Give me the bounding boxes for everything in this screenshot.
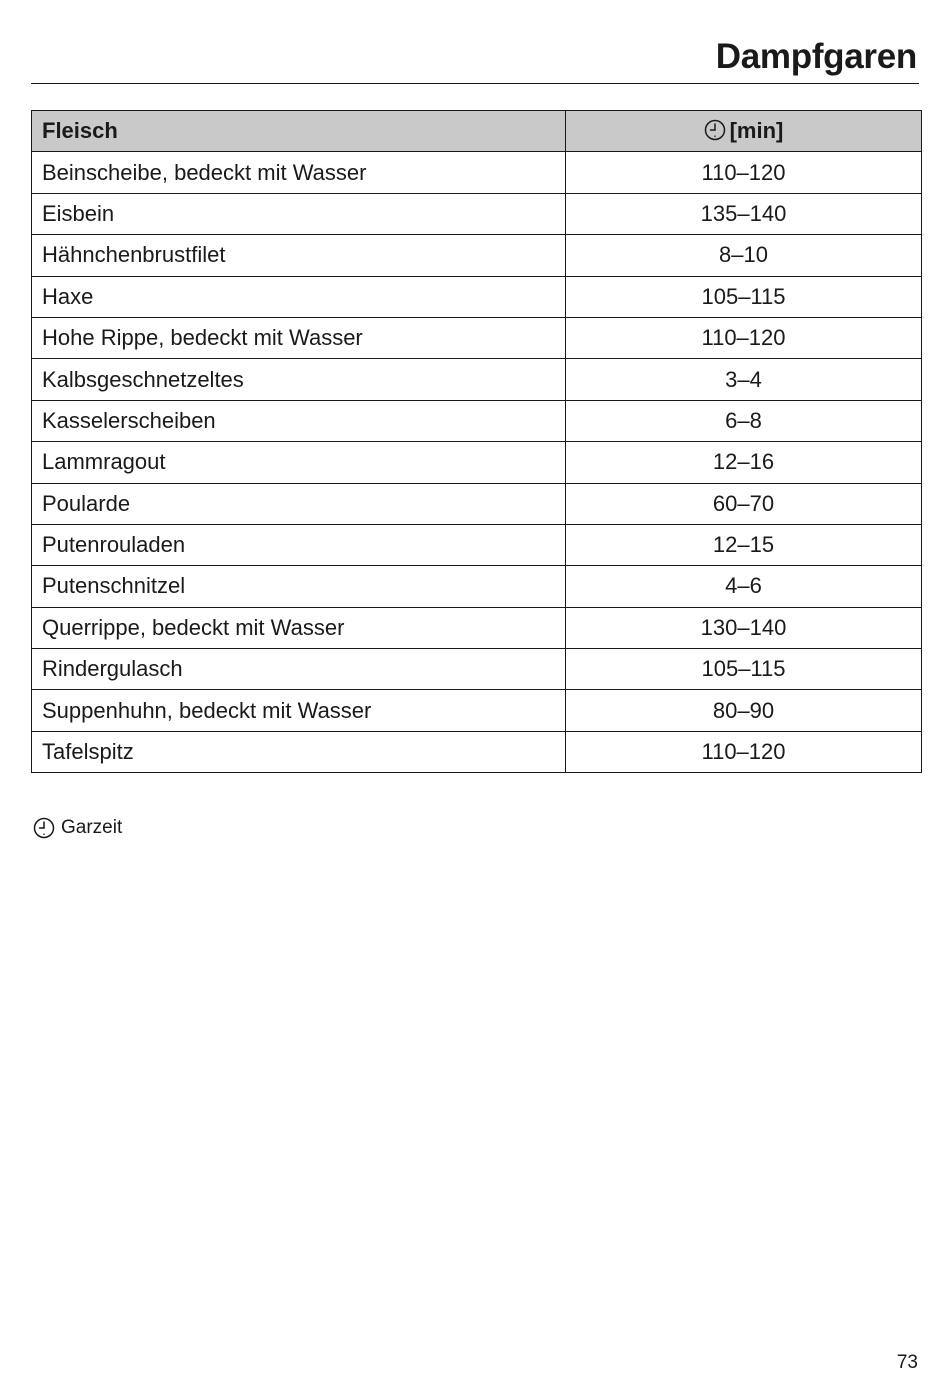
row-time: 130–140 (566, 607, 922, 648)
table-row (32, 690, 922, 731)
row-time: 8–10 (566, 235, 922, 276)
table-row (32, 524, 922, 565)
row-time: 60–70 (566, 483, 922, 524)
row-item: Poularde (32, 483, 566, 524)
cooking-times-table (31, 110, 922, 773)
page-title: Dampfgaren (715, 37, 917, 76)
table-row (32, 276, 922, 317)
row-time: 6–8 (566, 400, 922, 441)
row-time: 110–120 (566, 317, 922, 358)
row-time: 135–140 (566, 193, 922, 234)
row-time: 3–4 (566, 359, 922, 400)
table-body (32, 152, 922, 773)
row-time: 110–120 (566, 152, 922, 193)
row-item: Hähnchenbrustfilet (32, 235, 566, 276)
row-item: Haxe (32, 276, 566, 317)
table-row (32, 235, 922, 276)
clock-icon (33, 817, 55, 839)
row-time: 12–16 (566, 442, 922, 483)
clock-icon (704, 119, 726, 141)
table-row (32, 566, 922, 607)
page-number: 73 (896, 1352, 918, 1373)
table-row (32, 649, 922, 690)
table-row (32, 731, 922, 772)
page-header (31, 28, 919, 84)
legend-text: Garzeit (61, 817, 123, 838)
row-time: 105–115 (566, 276, 922, 317)
row-item: Eisbein (32, 193, 566, 234)
column-header-time-label: [min] (729, 118, 784, 144)
table-row (32, 483, 922, 524)
row-item: Lammragout (32, 442, 566, 483)
table-row (32, 152, 922, 193)
row-time: 110–120 (566, 731, 922, 772)
row-item: Rindergulasch (32, 649, 566, 690)
row-item: Beinscheibe, bedeckt mit Wasser (32, 152, 566, 193)
row-time: 4–6 (566, 566, 922, 607)
row-time: 80–90 (566, 690, 922, 731)
table-row (32, 442, 922, 483)
column-header-time (566, 111, 922, 152)
row-item: Hohe Rippe, bedeckt mit Wasser (32, 317, 566, 358)
row-time: 12–15 (566, 524, 922, 565)
table-row (32, 359, 922, 400)
row-item: Tafelspitz (32, 731, 566, 772)
table-row (32, 193, 922, 234)
table-row (32, 400, 922, 441)
table-row (32, 317, 922, 358)
legend (33, 816, 122, 840)
column-header-item: Fleisch (32, 111, 566, 152)
row-item: Kalbsgeschnetzeltes (32, 359, 566, 400)
row-item: Putenschnitzel (32, 566, 566, 607)
row-item: Suppenhuhn, bedeckt mit Wasser (32, 690, 566, 731)
row-item: Putenrouladen (32, 524, 566, 565)
table-row (32, 607, 922, 648)
row-item: Kasselerscheiben (32, 400, 566, 441)
row-item: Querrippe, bedeckt mit Wasser (32, 607, 566, 648)
table-header-row (32, 111, 922, 152)
row-time: 105–115 (566, 649, 922, 690)
